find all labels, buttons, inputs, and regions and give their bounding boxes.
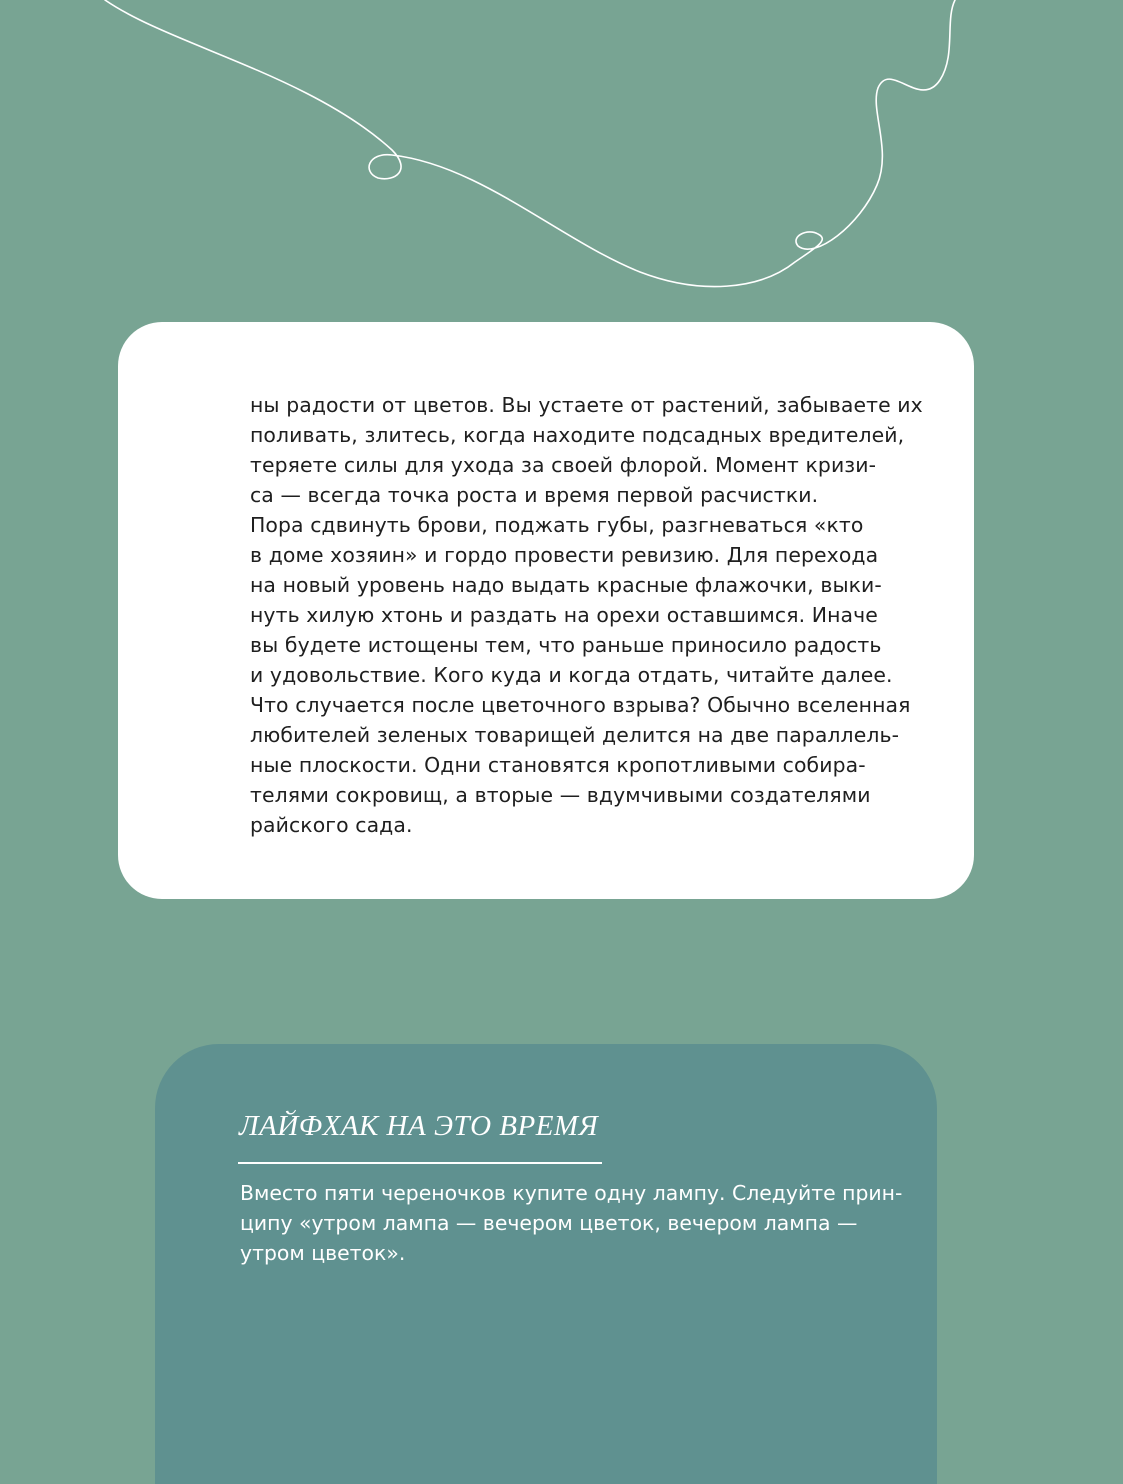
main-paragraph	[250, 390, 923, 840]
text-line: на новый уровень надо выдать красные флажочки, выки-	[250, 573, 882, 597]
text-line: Вместо пяти череночков купите одну лампу. Следуйте прин-	[240, 1181, 903, 1205]
lifehack-paragraph	[240, 1178, 903, 1268]
swirl-line-ornament-icon	[0, 0, 1123, 320]
text-line: ципу «утром лампа — вечером цветок, вечером лампа —	[240, 1211, 858, 1235]
text-line: ные плоскости. Одни становятся кропотливыми собира-	[250, 753, 866, 777]
text-line: райского сада.	[250, 813, 413, 837]
text-line: са — всегда точка роста и время первой расчистки.	[250, 483, 819, 507]
text-line: Пора сдвинуть брови, поджать губы, разгневаться «кто	[250, 513, 864, 537]
text-line: и удовольствие. Кого куда и когда отдать, читайте далее.	[250, 663, 893, 687]
lifehack-card	[155, 1044, 937, 1484]
title-underline-divider	[238, 1162, 602, 1164]
text-line: утром цветок».	[240, 1241, 406, 1265]
text-line: вы будете истощены тем, что раньше приносило радость	[250, 633, 882, 657]
text-line: ны радости от цветов. Вы устаете от растений, забываете их	[250, 393, 923, 417]
text-line: теряете силы для ухода за своей флорой. Момент кризи-	[250, 453, 877, 477]
text-line: в доме хозяин» и гордо провести ревизию. Для перехода	[250, 543, 879, 567]
text-line: телями сокровищ, а вторые — вдумчивыми создателями	[250, 783, 871, 807]
text-line: нуть хилую хтонь и раздать на орехи оставшимся. Иначе	[250, 603, 878, 627]
lifehack-title: ЛАЙФХАК НА ЭТО ВРЕМЯ	[239, 1110, 599, 1142]
text-line: Что случается после цветочного взрыва? Обычно вселенная	[250, 693, 911, 717]
text-line: любителей зеленых товарищей делится на две параллель-	[250, 723, 900, 747]
text-line: поливать, злитесь, когда находите подсадных вредителей,	[250, 423, 905, 447]
main-text-card	[118, 322, 974, 899]
